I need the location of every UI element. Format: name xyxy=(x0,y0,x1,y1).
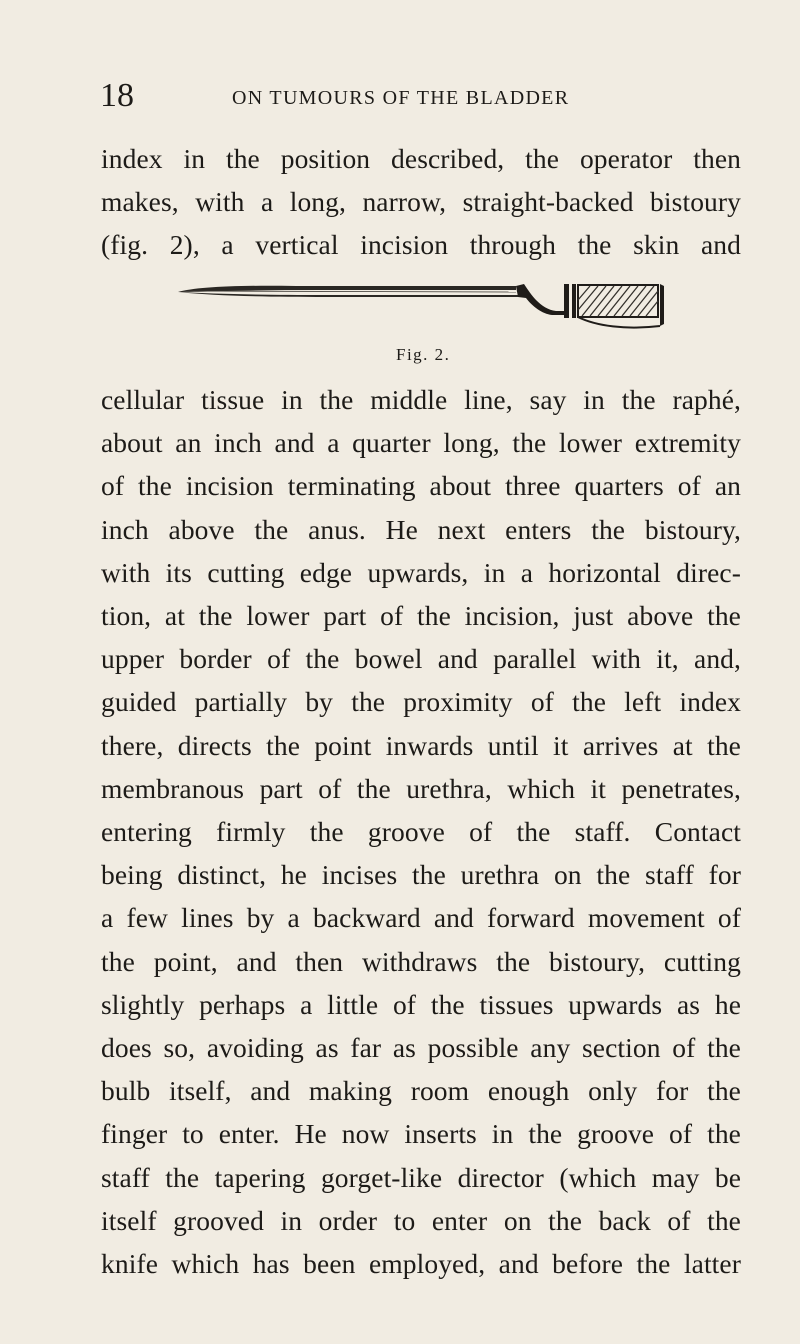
bistoury-figure xyxy=(176,280,666,344)
text-line: being distinct, he incises the urethra on the staff for xyxy=(101,859,741,891)
text-line: there, directs the point inwards until it arrives at the xyxy=(101,729,741,761)
page-number: 18 xyxy=(100,77,134,114)
text-line: inch above the anus. He next enters the bistoury, xyxy=(101,513,741,545)
text-line: itself grooved in order to enter on the back of the xyxy=(101,1204,741,1236)
text-line: a few lines by a backward and forward movement of xyxy=(101,902,741,934)
text-line: membranous part of the urethra, which it penetrates, xyxy=(101,772,741,804)
page-header xyxy=(100,76,740,116)
text-line: guided partially by the proximity of the left index xyxy=(101,686,741,718)
text-line: upper border of the bowel and parallel with it, and, xyxy=(101,643,741,675)
text-line: staff the tapering gorget-like director (which may be xyxy=(101,1161,741,1193)
text-line: does so, avoiding as far as possible any section of the xyxy=(101,1032,741,1064)
text-line: knife which has been employed, and before the latter xyxy=(101,1248,741,1280)
bistoury-illustration-icon xyxy=(176,280,666,344)
text-line: about an inch and a quarter long, the lower extremity xyxy=(101,427,741,459)
text-line: finger to enter. He now inserts in the groove of the xyxy=(101,1118,741,1150)
text-line: (fig. 2), a vertical incision through the skin and xyxy=(101,229,741,261)
text-line: entering firmly the groove of the staff. Contact xyxy=(101,816,741,848)
text-line: the point, and then withdraws the bistoury, cutting xyxy=(101,945,741,977)
figure-caption: Fig. 2. xyxy=(396,345,451,364)
text-line: cellular tissue in the middle line, say in the raphé, xyxy=(101,384,741,415)
paragraph-2 xyxy=(101,378,741,1285)
paragraph-1 xyxy=(101,137,741,267)
text-line: slightly perhaps a little of the tissues upwards as he xyxy=(101,988,741,1020)
running-head: ON TUMOURS OF THE BLADDER xyxy=(232,87,570,109)
text-line: index in the position described, the operator then xyxy=(101,143,741,174)
text-line: makes, with a long, narrow, straight-backed bistoury xyxy=(101,186,741,218)
text-line: tion, at the lower part of the incision, just above the xyxy=(101,600,741,632)
text-line: with its cutting edge upwards, in a horizontal direc- xyxy=(101,556,741,588)
text-line: bulb itself, and making room enough only for the xyxy=(101,1075,741,1107)
text-line: of the incision terminating about three quarters of an xyxy=(101,470,741,502)
